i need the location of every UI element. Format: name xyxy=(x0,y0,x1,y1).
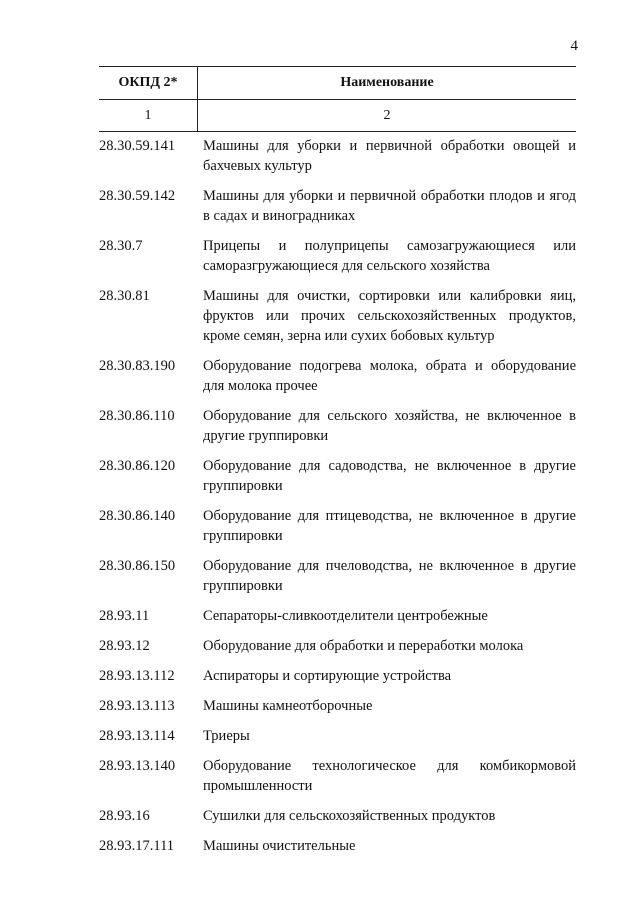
table-row xyxy=(99,506,576,556)
row-code: 28.30.86.150 xyxy=(99,558,176,574)
table-row xyxy=(99,726,576,756)
row-code: 28.30.59.142 xyxy=(99,188,176,204)
row-code: 28.93.12 xyxy=(99,638,150,654)
row-name: Оборудование для пчеловодства, не включенное в другие группировки xyxy=(203,558,576,594)
table-row xyxy=(99,406,576,456)
row-name: Машины камнеотборочные xyxy=(203,698,373,714)
row-name: Машины очистительные xyxy=(203,838,356,854)
row-name: Оборудование для птицеводства, не включенное в другие группировки xyxy=(203,508,576,544)
row-name: Машины для уборки и первичной обработки плодов и ягод в садах и виноградниках xyxy=(203,188,576,224)
row-name: Прицепы и полуприцепы самозагружающиеся или саморазгружающиеся для сельского хозяйства xyxy=(203,238,576,274)
row-name: Сепараторы-сливкоотделители центробежные xyxy=(203,608,488,624)
row-code: 28.93.16 xyxy=(99,808,150,824)
header-code: ОКПД 2* xyxy=(99,67,198,99)
column-number-row xyxy=(99,100,576,132)
table-row xyxy=(99,186,576,236)
table-row xyxy=(99,236,576,286)
row-code: 28.93.17.111 xyxy=(99,838,175,854)
row-code: 28.30.59.141 xyxy=(99,138,176,154)
table-row xyxy=(99,756,576,806)
row-name: Сушилки для сельскохозяйственных продуктов xyxy=(203,808,496,824)
row-name: Оборудование для обработки и переработки молока xyxy=(203,638,524,654)
table-row xyxy=(99,806,576,836)
table-row xyxy=(99,636,576,666)
row-code: 28.93.13.112 xyxy=(99,668,175,684)
row-code: 28.30.83.190 xyxy=(99,358,176,374)
row-code: 28.93.13.114 xyxy=(99,728,175,744)
table-row xyxy=(99,556,576,606)
column-number-code: 1 xyxy=(99,100,198,131)
row-name: Оборудование для садоводства, не включенное в другие группировки xyxy=(203,458,576,494)
row-name: Машины для уборки и первичной обработки овощей и бахчевых культур xyxy=(203,138,576,174)
header-name: Наименование xyxy=(340,75,434,90)
row-code: 28.30.81 xyxy=(99,288,150,304)
table-row xyxy=(99,456,576,506)
okpd-table xyxy=(99,66,576,866)
table-row xyxy=(99,666,576,696)
row-code: 28.30.86.110 xyxy=(99,408,175,424)
table-row xyxy=(99,286,576,356)
table-row xyxy=(99,836,576,866)
row-code: 28.30.86.140 xyxy=(99,508,176,524)
row-code: 28.93.13.140 xyxy=(99,758,176,774)
column-number-name: 2 xyxy=(383,107,391,123)
row-code: 28.30.86.120 xyxy=(99,458,176,474)
row-name: Оборудование подогрева молока, обрата и оборудование для молока прочее xyxy=(203,358,576,394)
table-row xyxy=(99,356,576,406)
row-name: Машины для очистки, сортировки или калибровки яиц, фруктов или прочих сельскохозяйственных продуктов, кроме семян, зерна или сухих бобовых культур xyxy=(203,288,576,344)
row-name: Оборудование для сельского хозяйства, не включенное в другие группировки xyxy=(203,408,576,444)
row-name: Аспираторы и сортирующие устройства xyxy=(203,668,452,684)
table-header-row xyxy=(99,66,576,100)
row-code: 28.93.11 xyxy=(99,608,150,624)
table-row xyxy=(99,696,576,726)
row-code: 28.30.7 xyxy=(99,238,143,254)
table-body xyxy=(99,136,576,866)
row-name: Оборудование технологическое для комбикормовой промышленности xyxy=(203,758,576,794)
table-row xyxy=(99,606,576,636)
page-number: 4 xyxy=(570,38,578,54)
table-row xyxy=(99,136,576,186)
row-name: Триеры xyxy=(203,728,250,744)
row-code: 28.93.13.113 xyxy=(99,698,175,714)
